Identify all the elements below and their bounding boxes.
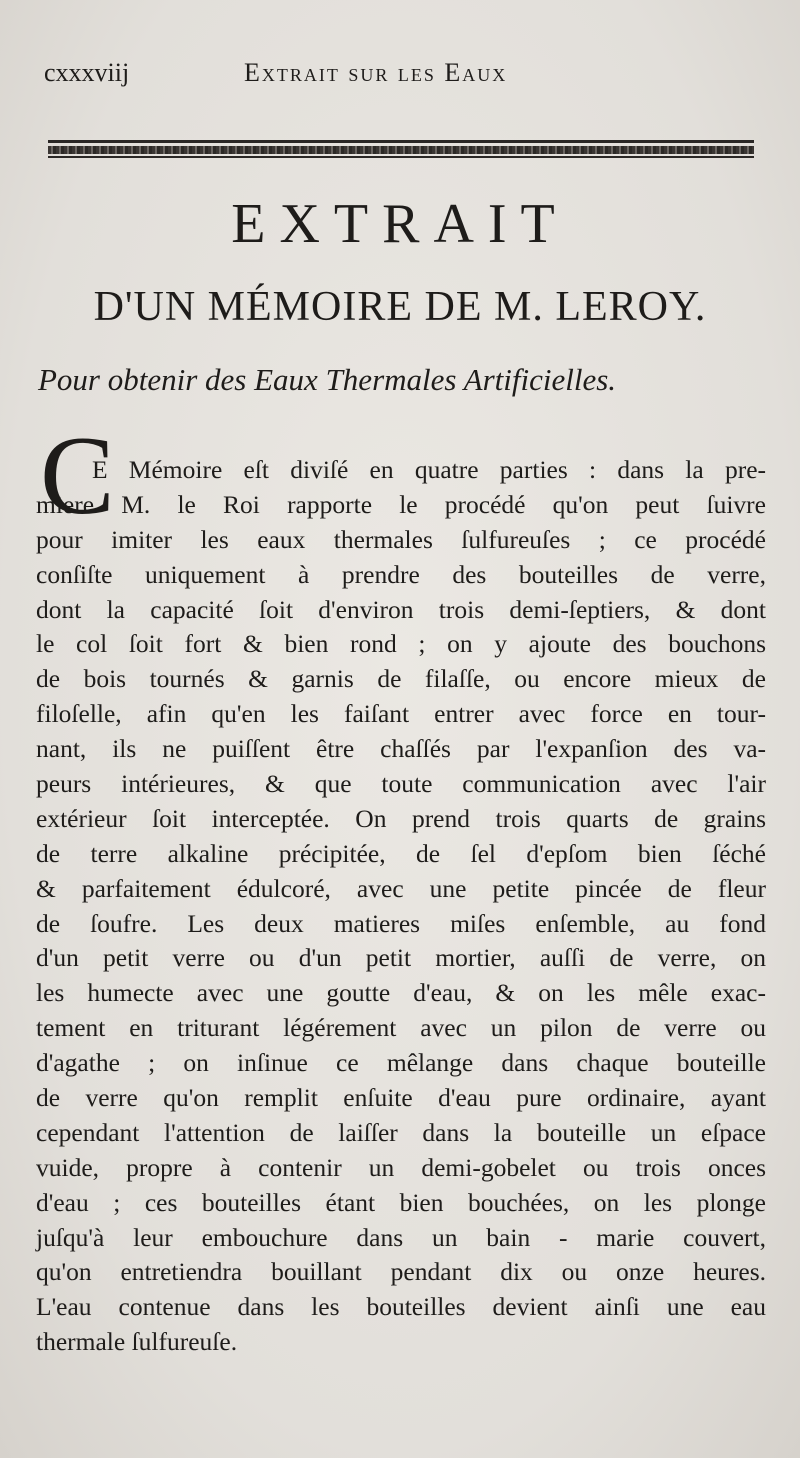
body-line: E Mémoire eſt diviſé en quatre parties : dans la pre- [92,455,766,484]
body-line: d'agathe ; on inſinue ce mêlange dans chaque bouteille [36,1048,766,1078]
body-line: pour imiter les eaux thermales ſulfureuſes ; ce procédé [36,524,766,554]
body-line: nant, ils ne puiſſent être chaſſés par l'expanſion des va- [36,734,766,764]
body-line: miere M. le Roi rapporte le procédé qu'on peut ſuivre [36,489,766,519]
body-line: d'eau ; ces bouteilles étant bien bouchées, on les plonge [36,1187,766,1217]
body-line: L'eau contenue dans les bouteilles devient ainſi une eau [36,1292,766,1322]
body-line: vuide, propre à contenir un demi-gobelet ou trois onces [36,1152,766,1182]
body-line: extérieur ſoit interceptée. On prend trois quarts de grains [36,803,766,833]
italic-heading: Pour obtenir des Eaux Thermales Artificielles. [38,362,617,397]
body-line: cependant l'attention de laiſſer dans la bouteille un eſpace [36,1117,766,1147]
body-line: peurs intérieures, & que toute communication avec l'air [36,769,766,799]
body-line: de bois tournés & garnis de filaſſe, ou encore mieux de [36,664,766,694]
body-line: qu'on entretiendra bouillant pendant dix ou onze heures. [36,1257,766,1287]
body-line: de verre qu'on remplit enſuite d'eau pure ordinaire, ayant [36,1083,766,1113]
body-line: le col ſoit fort & bien rond ; on y ajoute des bouchons [36,629,766,659]
body-line: conſiſte uniquement à prendre des bouteilles de verre, [36,559,766,589]
drop-cap: C [40,414,115,538]
section-subtitle: D'UN MÉMOIRE DE M. LEROY. [93,284,707,330]
ornamental-rule [48,138,754,160]
body-line: juſqu'à leur embouchure dans un bain - marie couvert, [36,1222,766,1252]
running-title: Extrait sur les Eaux [244,58,508,87]
body-line: dont la capacité ſoit d'environ trois demi-ſeptiers, & dont [36,594,766,624]
body-paragraph [36,453,766,1360]
body-line: tement en triturant légérement avec un pilon de verre ou [36,1013,766,1043]
body-line: les humecte avec une goutte d'eau, & on les mêle exac- [36,978,766,1008]
body-line: thermale ſulfureuſe. [36,1327,238,1357]
section-title: EXTRAIT [231,193,569,255]
body-line: & parfaitement édulcoré, avec une petite pincée de fleur [36,873,766,903]
running-head [44,58,760,98]
body-line: de terre alkaline précipitée, de ſel d'epſom bien ſéché [36,838,766,868]
page-number: cxxxviij [44,58,130,87]
body-line: d'un petit verre ou d'un petit mortier, auſſi de verre, on [36,943,766,973]
body-line: filoſelle, afin qu'en les faiſant entrer avec force en tour- [36,699,766,729]
body-line: de ſoufre. Les deux matieres miſes enſemble, au fond [36,908,766,938]
